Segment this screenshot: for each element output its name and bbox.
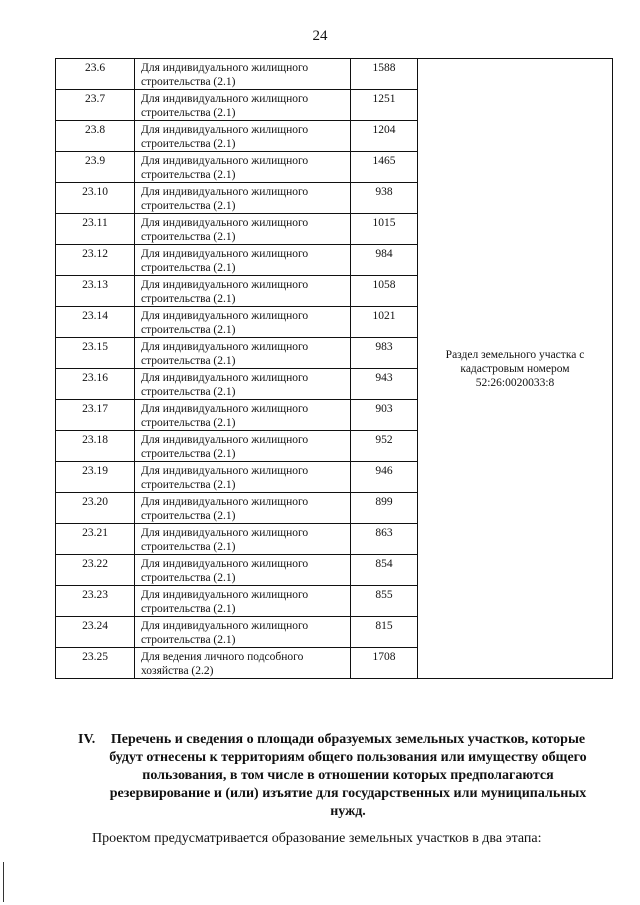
permitted-use-cell: Для индивидуального жилищного строительства (2.1) [135, 431, 351, 462]
permitted-use-cell: Для индивидуального жилищного строительства (2.1) [135, 524, 351, 555]
plot-number-cell: 23.17 [56, 400, 135, 431]
plot-number-cell: 23.11 [56, 214, 135, 245]
permitted-use-cell: Для индивидуального жилищного строительства (2.1) [135, 586, 351, 617]
permitted-use-cell: Для индивидуального жилищного строительства (2.1) [135, 90, 351, 121]
permitted-use-cell: Для индивидуального жилищного строительства (2.1) [135, 307, 351, 338]
plot-area-cell: 943 [351, 369, 418, 400]
plot-number-cell: 23.9 [56, 152, 135, 183]
permitted-use-cell: Для индивидуального жилищного строительства (2.1) [135, 462, 351, 493]
plot-number-cell: 23.6 [56, 59, 135, 90]
plot-number-cell: 23.10 [56, 183, 135, 214]
land-plots-table [55, 58, 613, 679]
plot-number-cell: 23.14 [56, 307, 135, 338]
plot-area-cell: 1251 [351, 90, 418, 121]
plot-number-cell: 23.8 [56, 121, 135, 152]
plot-number-cell: 23.7 [56, 90, 135, 121]
formation-method-cell: Раздел земельного участка с кадастровым номером 52:26:0020033:8 [418, 59, 613, 679]
plot-area-cell: 983 [351, 338, 418, 369]
permitted-use-cell: Для индивидуального жилищного строительства (2.1) [135, 276, 351, 307]
permitted-use-cell: Для ведения личного подсобного хозяйства (2.2) [135, 648, 351, 679]
permitted-use-cell: Для индивидуального жилищного строительства (2.1) [135, 555, 351, 586]
plot-area-cell: 1588 [351, 59, 418, 90]
plot-number-cell: 23.24 [56, 617, 135, 648]
plot-number-cell: 23.16 [56, 369, 135, 400]
plot-area-cell: 1465 [351, 152, 418, 183]
plot-number-cell: 23.22 [56, 555, 135, 586]
table-row [56, 59, 613, 90]
permitted-use-cell: Для индивидуального жилищного строительства (2.1) [135, 493, 351, 524]
permitted-use-cell: Для индивидуального жилищного строительства (2.1) [135, 121, 351, 152]
plot-area-cell: 1021 [351, 307, 418, 338]
plot-area-cell: 984 [351, 245, 418, 276]
plot-area-cell: 899 [351, 493, 418, 524]
plot-area-cell: 863 [351, 524, 418, 555]
permitted-use-cell: Для индивидуального жилищного строительства (2.1) [135, 338, 351, 369]
permitted-use-cell: Для индивидуального жилищного строительства (2.1) [135, 214, 351, 245]
plot-area-cell: 854 [351, 555, 418, 586]
plot-area-cell: 815 [351, 617, 418, 648]
permitted-use-cell: Для индивидуального жилищного строительства (2.1) [135, 152, 351, 183]
permitted-use-cell: Для индивидуального жилищного строительства (2.1) [135, 369, 351, 400]
page-number: 24 [312, 28, 328, 44]
plot-number-cell: 23.21 [56, 524, 135, 555]
plot-area-cell: 946 [351, 462, 418, 493]
permitted-use-cell: Для индивидуального жилищного строительства (2.1) [135, 400, 351, 431]
plot-number-cell: 23.12 [56, 245, 135, 276]
plot-area-cell: 1015 [351, 214, 418, 245]
permitted-use-cell: Для индивидуального жилищного строительства (2.1) [135, 183, 351, 214]
plot-number-cell: 23.20 [56, 493, 135, 524]
plot-area-cell: 1708 [351, 648, 418, 679]
permitted-use-cell: Для индивидуального жилищного строительства (2.1) [135, 245, 351, 276]
plot-number-cell: 23.15 [56, 338, 135, 369]
permitted-use-cell: Для индивидуального жилищного строительства (2.1) [135, 59, 351, 90]
plot-number-cell: 23.25 [56, 648, 135, 679]
scan-margin-mark [3, 862, 4, 902]
section-numeral: IV. [78, 732, 96, 747]
plot-area-cell: 938 [351, 183, 418, 214]
plot-area-cell: 952 [351, 431, 418, 462]
plot-area-cell: 855 [351, 586, 418, 617]
plot-area-cell: 1204 [351, 121, 418, 152]
plot-number-cell: 23.13 [56, 276, 135, 307]
plot-number-cell: 23.19 [56, 462, 135, 493]
body-paragraph: Проектом предусматривается образование земельных участков в два этапа: [92, 831, 542, 846]
section-iv [78, 731, 598, 821]
plot-area-cell: 1058 [351, 276, 418, 307]
plot-number-cell: 23.23 [56, 586, 135, 617]
plot-area-cell: 903 [351, 400, 418, 431]
section-heading: Перечень и сведения о площади образуемых земельных участков, которые будут отнесены к территориям общего пользования или имуществу общего пользования, в том числе в отношении которых предполагаются резервирование и (или) изъятие для государственных или муниципальных нужд. [109, 732, 587, 819]
land-plots-table-body [56, 59, 613, 679]
permitted-use-cell: Для индивидуального жилищного строительства (2.1) [135, 617, 351, 648]
plot-number-cell: 23.18 [56, 431, 135, 462]
